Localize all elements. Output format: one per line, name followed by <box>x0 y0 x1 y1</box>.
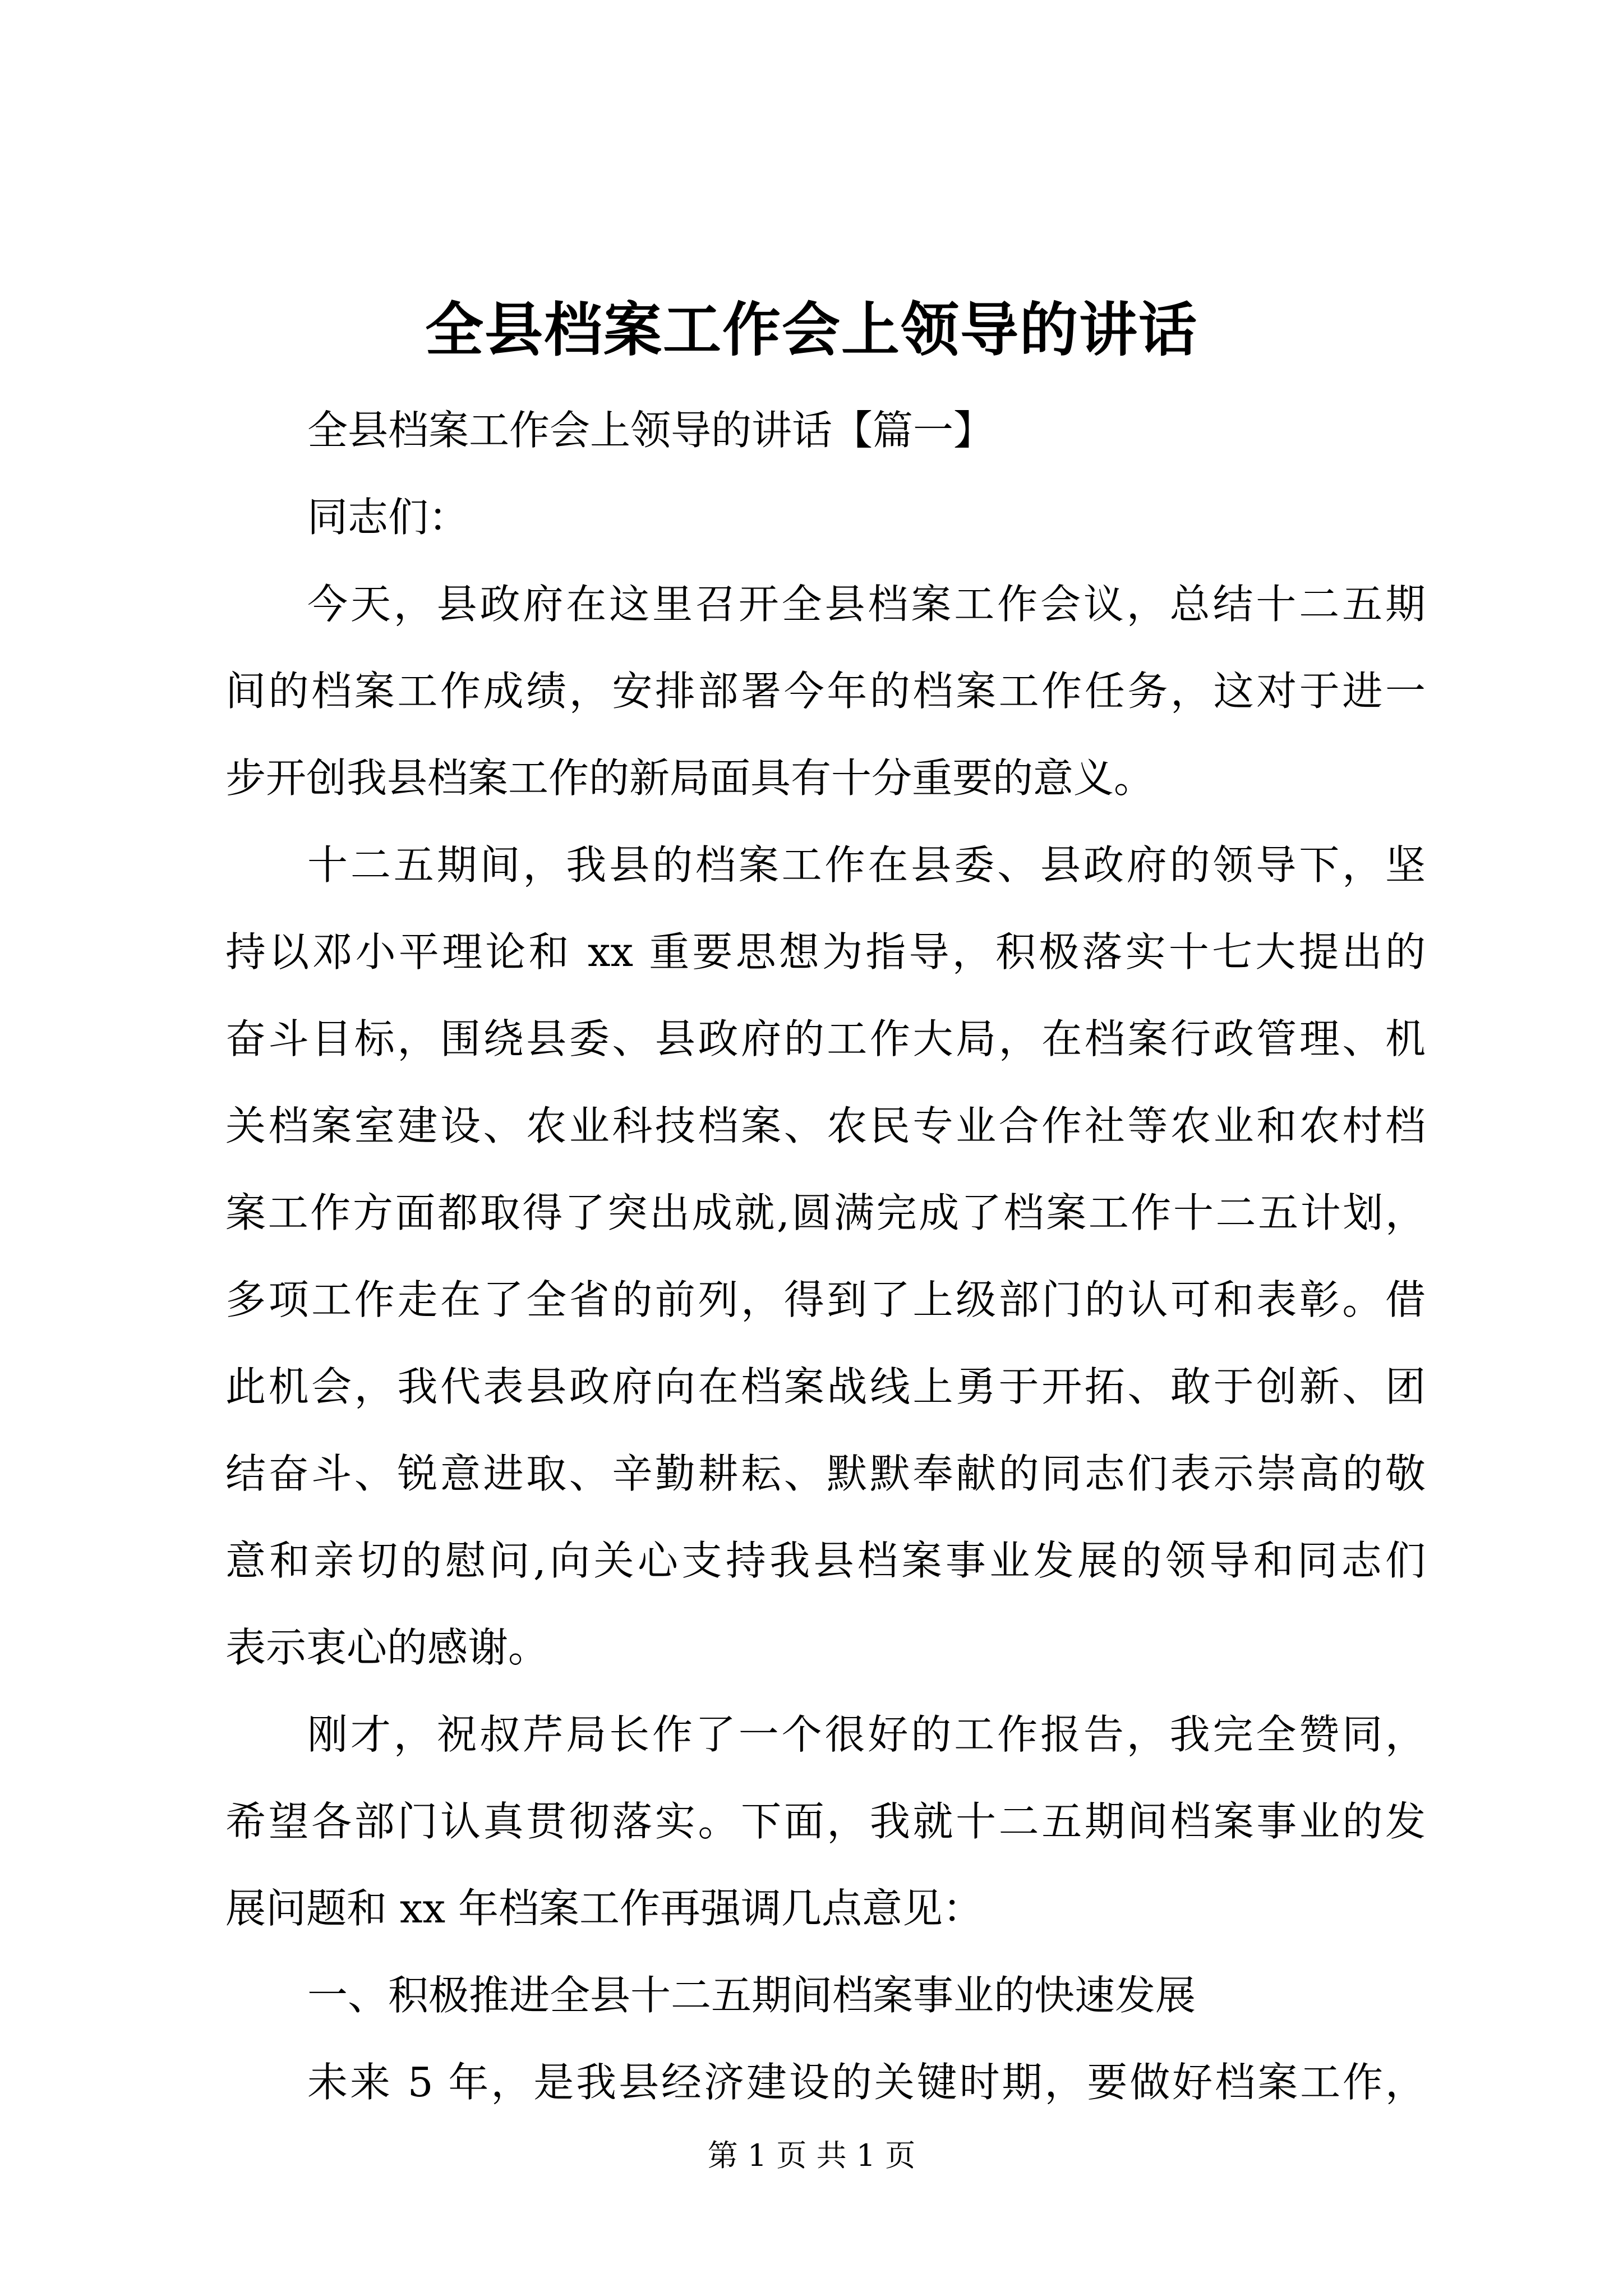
salutation-line: 同志们： <box>307 494 469 541</box>
paragraph-2-line-3: 奋斗目标，围绕县委、县政府的工作大局，在档案行政管理、机 <box>225 1015 1426 1062</box>
paragraph-2-line-4: 关档案室建设、农业科技档案、农民专业合作社等农业和农村档 <box>225 1102 1426 1149</box>
paragraph-3-line-1: 刚才，祝叔芹局长作了一个很好的工作报告，我完全赞同， <box>307 1711 1426 1758</box>
paragraph-3-line-3: 展问题和 xx 年档案工作再强调几点意见： <box>225 1885 983 1932</box>
document-body <box>225 387 1426 2126</box>
paragraph-1-line-1: 今天，县政府在这里召开全县档案工作会议，总结十二五期 <box>307 581 1426 628</box>
paragraph-1-line-2: 间的档案工作成绩，安排部署今年的档案工作任务，这对于进一 <box>225 668 1426 715</box>
paragraph-2-line-10: 表示衷心的感谢。 <box>225 1624 549 1671</box>
paragraph-2-line-5: 案工作方面都取得了突出成就,圆满完成了档案工作十二五计划， <box>225 1189 1426 1236</box>
paragraph-2-line-7: 此机会，我代表县政府向在档案战线上勇于开拓、敢于创新、团 <box>225 1363 1426 1410</box>
paragraph-2-line-8: 结奋斗、锐意进取、辛勤耕耘、默默奉献的同志们表示崇高的敬 <box>225 1450 1426 1497</box>
paragraph-2-line-9: 意和亲切的慰问,向关心支持我县档案事业发展的领导和同志们 <box>225 1537 1426 1584</box>
paragraph-2-line-1: 十二五期间，我县的档案工作在县委、县政府的领导下，坚 <box>307 841 1426 889</box>
paragraph-2-line-2: 持以邓小平理论和 xx 重要思想为指导，积极落实十七大提出的 <box>225 928 1426 976</box>
section-heading-1: 一、积极推进全县十二五期间档案事业的快速发展 <box>307 1972 1196 2019</box>
document-title: 全县档案工作会上领导的讲话 <box>425 295 1198 364</box>
paragraph-3-line-2: 希望各部门认真贯彻落实。下面，我就十二五期间档案事业的发 <box>225 1798 1426 1845</box>
paragraph-4-line-1: 未来 5 年，是我县经济建设的关键时期，要做好档案工作， <box>307 2059 1426 2106</box>
paragraph-1-line-3: 步开创我县档案工作的新局面具有十分重要的意义。 <box>225 754 1155 802</box>
page-footer: 第 1 页 共 1 页 <box>707 2138 916 2173</box>
paragraph-2-line-6: 多项工作走在了全省的前列，得到了上级部门的认可和表彰。借 <box>225 1276 1426 1323</box>
subtitle-line: 全县档案工作会上领导的讲话【篇一】 <box>307 407 994 454</box>
